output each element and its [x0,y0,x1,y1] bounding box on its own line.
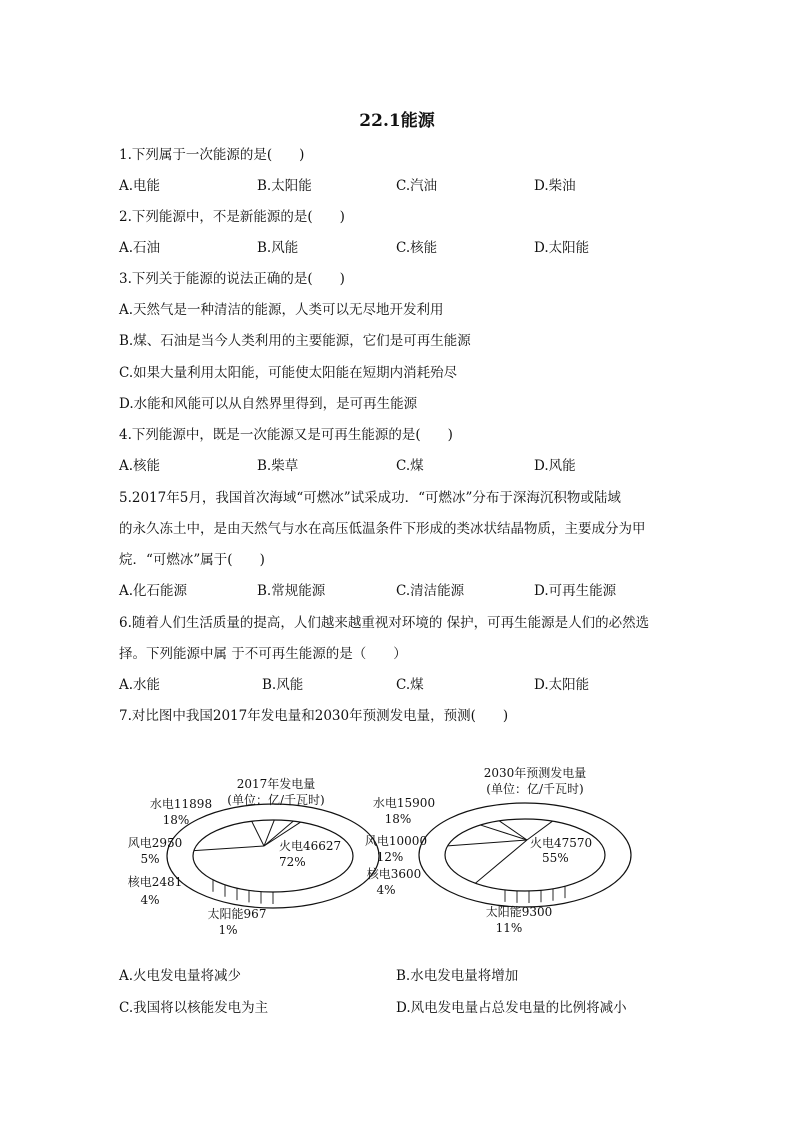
slice-label: 风电2950 [127,836,183,850]
question-5-option-d: D.可再生能源 [534,583,617,599]
slice-label: 火电47570 [530,836,593,850]
question-5-option-c: C.清洁能源 [396,583,465,599]
question-6-option-b: B.风能 [262,677,304,693]
slice-percent: 1% [218,923,238,937]
question-2-stem: 2.下列能源中，不是新能源的是( ) [119,209,345,225]
question-7-option-a: A.火电发电量将减少 [119,968,242,984]
question-4-option-a: A.核能 [119,458,161,474]
question-5-stem-line-3: 烷．“可燃冰”属于( ) [119,552,265,568]
inner-ring [193,820,353,892]
slice-label: 核电2481 [127,875,183,889]
slice-percent: 4% [140,893,160,907]
slice-percent: 4% [376,883,396,897]
slice-divider [499,821,527,840]
question-4-option-d: D.风能 [534,458,576,474]
question-4-option-b: B.柴草 [257,458,299,474]
slice-label: 核电3600 [366,867,422,881]
slice-percent: 18% [162,813,190,827]
question-3-option-b: B.煤、石油是当今人类利用的主要能源，它们是可再生能源 [119,333,471,349]
question-2-option-b: B.风能 [257,240,299,256]
question-7-option-c: C.我国将以核能发电为主 [119,1000,269,1016]
chart-subtitle: (单位：亿/千瓦时) [486,782,584,796]
slice-percent: 12% [376,850,404,864]
question-5-option-a: A.化石能源 [119,583,188,599]
question-7-stem: 7.对比图中我国2017年发电量和2030年预测发电量，预测( ) [119,708,509,724]
question-6-option-a: A.水能 [119,677,161,693]
question-2-option-c: C.核能 [396,240,438,256]
question-7-option-d: D.风电发电量占总发电量的比例将减小 [396,1000,627,1016]
chart-subtitle: (单位：亿/千瓦时) [227,793,325,807]
slice-divider [252,821,264,846]
question-4-stem: 4.下列能源中，既是一次能源又是可再生能源的是( ) [119,427,453,443]
question-3-stem: 3.下列关于能源的说法正确的是( ) [119,271,345,287]
slice-divider [481,825,527,840]
question-6-stem-line-1: 6.随着人们生活质量的提高，人们越来越重视对环境的 保护，可再生能源是人们的必然选 [119,615,650,631]
slice-divider [194,846,264,851]
question-3-option-c: C.如果大量利用太阳能，可能使太阳能在短期内消耗殆尽 [119,365,458,381]
question-6-stem-line-2: 择。下列能源中属 于不可再生能源的是（ ） [119,646,407,662]
question-1-option-c: C.汽油 [396,178,438,194]
slice-divider [475,840,527,883]
question-3-option-a: A.天然气是一种清洁的能源，人类可以无尽地开发利用 [119,302,444,318]
page-title: 22.1能源 [359,111,435,131]
question-6-option-d: D.太阳能 [534,677,590,693]
slice-percent: 18% [384,812,412,826]
question-6-option-c: C.煤 [396,677,424,693]
slice-percent: 55% [542,851,569,865]
slice-label: 风电10000 [364,834,428,848]
slice-label: 水电15900 [372,796,436,810]
question-5-stem-line-2: 的永久冻土中，是由天然气与水在高压低温条件下形成的类冰状结晶物质，主要成分为甲 [119,521,646,537]
question-5-option-b: B.常规能源 [257,583,326,599]
question-3-option-d: D.水能和风能可以从自然界里得到，是可再生能源 [119,396,418,412]
question-1-stem: 1.下列属于一次能源的是( ) [119,147,305,163]
slice-divider [448,840,527,846]
chart-2030 [365,765,631,935]
slice-label: 火电46627 [279,839,342,853]
slice-percent: 5% [140,852,160,866]
slice-label: 太阳能9300 [485,905,553,919]
slice-label: 水电11898 [149,797,213,811]
slice-percent: 72% [279,855,306,869]
question-7-option-b: B.水电发电量将增加 [396,968,519,984]
slice-label: 太阳能967 [207,907,267,921]
question-4-option-c: C.煤 [396,458,424,474]
chart-title: 2030年预测发电量 [483,766,587,780]
inner-ring [445,819,605,891]
question-5-stem-line-1: 5.2017年5月，我国首次海域“可燃冰”试采成功．“可燃冰”分布于深海沉积物或陆域 [119,490,621,506]
chart-title: 2017年发电量 [236,777,316,791]
question-1-option-b: B.太阳能 [257,178,312,194]
slice-percent: 11% [495,921,523,935]
question-1-option-d: D.柴油 [534,178,576,194]
chart-2017 [128,776,379,937]
question-2-option-d: D.太阳能 [534,240,590,256]
question-2-option-a: A.石油 [119,240,161,256]
question-1-option-a: A.电能 [119,178,161,194]
